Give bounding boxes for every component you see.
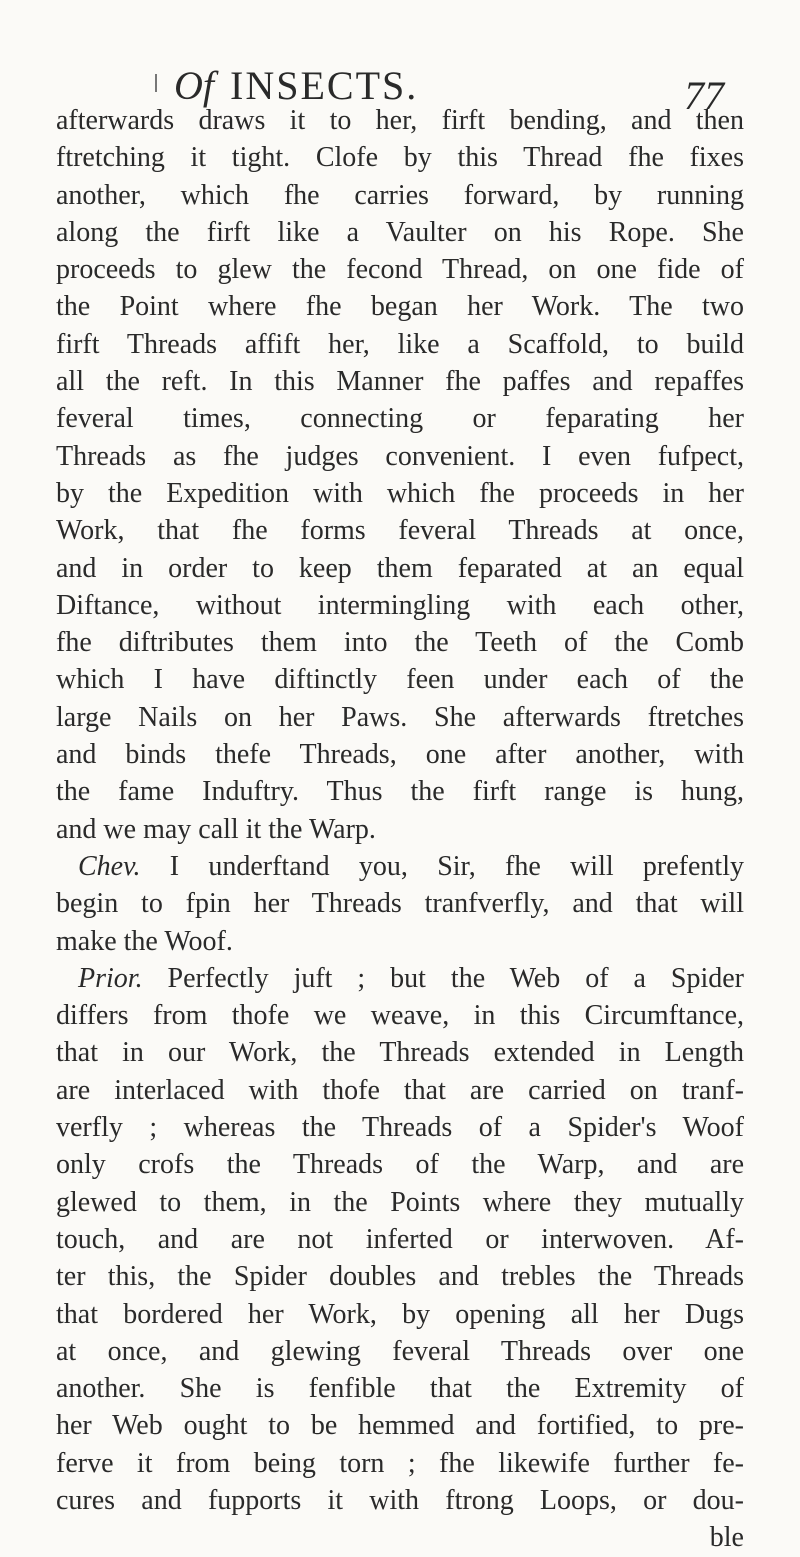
line-text: the Point where fhe began her Work. The two [56, 291, 744, 323]
text-line [56, 214, 744, 251]
text-line [56, 885, 744, 922]
running-head-of: Of [174, 63, 214, 108]
text-line [56, 326, 744, 363]
text-line [56, 1184, 744, 1221]
printer-mark [155, 74, 157, 92]
body-text [56, 102, 744, 1557]
page-number: 77 [684, 73, 724, 118]
line-text: make the Woof. [56, 925, 233, 957]
text-line [56, 1296, 744, 1333]
text-line [56, 1482, 744, 1519]
text-line [56, 997, 744, 1034]
line-text: and in order to keep them feparated at an equal [56, 552, 744, 584]
line-text: along the firft like a Vaulter on his Rope. She [56, 216, 744, 248]
text-line [56, 736, 744, 773]
line-text: fhe diftributes them into the Teeth of the Comb [56, 627, 744, 659]
text-line [56, 288, 744, 325]
text-line [56, 1034, 744, 1071]
running-head-title: INSECTS. [230, 63, 419, 108]
speaker-name: Chev. [78, 850, 141, 882]
text-line [56, 251, 744, 288]
line-text: only crofs the Threads of the Warp, and are [56, 1149, 744, 1181]
line-text: and binds thefe Threads, one after another, with [56, 739, 744, 771]
running-head [174, 63, 419, 108]
line-text: and we may call it the Warp. [56, 813, 376, 845]
line-text: ftretching it tight. Clofe by this Thread fhe fixes [56, 142, 744, 174]
text-line [56, 1258, 744, 1295]
line-text: Diftance, without intermingling with each other, [56, 589, 744, 621]
line-text: at once, and glewing feveral Threads over one [56, 1335, 744, 1367]
line-text: which I have diftinctly feen under each of the [56, 664, 744, 696]
text-line [56, 363, 744, 400]
line-text: another, which fhe carries forward, by running [56, 179, 744, 211]
line-text: Perfectly juft ; but the Web of a Spider [142, 962, 744, 994]
text-line [56, 848, 744, 885]
line-text: differs from thofe we weave, in this Circumftance, [56, 1000, 744, 1032]
line-text: Threads as fhe judges convenient. I even fufpect, [56, 440, 744, 472]
line-text: that bordered her Work, by opening all her Dugs [56, 1298, 744, 1330]
text-line [56, 1333, 744, 1370]
text-line [56, 139, 744, 176]
line-text: are interlaced with thofe that are carried on tranf- [56, 1074, 744, 1106]
line-text: verfly ; whereas the Threads of a Spider's Woof [56, 1112, 744, 1144]
line-text: firft Threads affift her, like a Scaffold, to build [56, 328, 744, 360]
text-line [56, 475, 744, 512]
text-line [56, 102, 744, 139]
line-text: by the Expedition with which fhe proceeds in her [56, 477, 744, 509]
text-line [56, 1109, 744, 1146]
text-line [56, 1146, 744, 1183]
text-line [56, 1519, 744, 1556]
text-line [56, 1370, 744, 1407]
text-line [56, 1445, 744, 1482]
line-text: ferve it from being torn ; fhe likewife further fe- [56, 1447, 744, 1479]
line-text: Work, that fhe forms feveral Threads at once, [56, 515, 744, 547]
text-line [56, 550, 744, 587]
line-text: touch, and are not inferted or interwoven. Af- [56, 1223, 744, 1255]
line-text: glewed to them, in the Points where they mutually [56, 1186, 744, 1218]
text-line [56, 811, 744, 848]
line-text: ter this, the Spider doubles and trebles the Threads [56, 1261, 744, 1293]
text-line [56, 177, 744, 214]
line-text: her Web ought to be hemmed and fortified, to pre- [56, 1410, 744, 1442]
text-line [56, 587, 744, 624]
line-text: the fame Induftry. Thus the firft range is hung, [56, 776, 744, 808]
text-line [56, 400, 744, 437]
line-text: feveral times, connecting or feparating her [56, 403, 744, 435]
speaker-name: Prior. [78, 962, 143, 994]
text-line [56, 699, 744, 736]
line-text: ble [709, 1522, 744, 1554]
text-line [56, 661, 744, 698]
line-text: cures and fupports it with ftrong Loops, or dou- [56, 1484, 744, 1516]
text-line [56, 438, 744, 475]
text-line [56, 1221, 744, 1258]
line-text: begin to fpin her Threads tranfverfly, and that will [56, 888, 744, 920]
line-text: afterwards draws it to her, firft bending, and then [56, 105, 744, 136]
line-text: all the reft. In this Manner fhe paffes and repaffes [56, 366, 744, 398]
line-text: another. She is fenfible that the Extremity of [56, 1373, 744, 1405]
text-line [56, 1407, 744, 1444]
text-line [56, 1072, 744, 1109]
text-line [56, 773, 744, 810]
text-line [56, 960, 744, 997]
line-text: I underftand you, Sir, fhe will prefently [140, 850, 744, 882]
line-text: that in our Work, the Threads extended in Length [56, 1037, 744, 1069]
line-text: proceeds to glew the fecond Thread, on one fide of [56, 254, 744, 286]
line-text: large Nails on her Paws. She afterwards ftretches [56, 701, 744, 733]
text-line [56, 624, 744, 661]
text-line [56, 923, 744, 960]
text-line [56, 512, 744, 549]
